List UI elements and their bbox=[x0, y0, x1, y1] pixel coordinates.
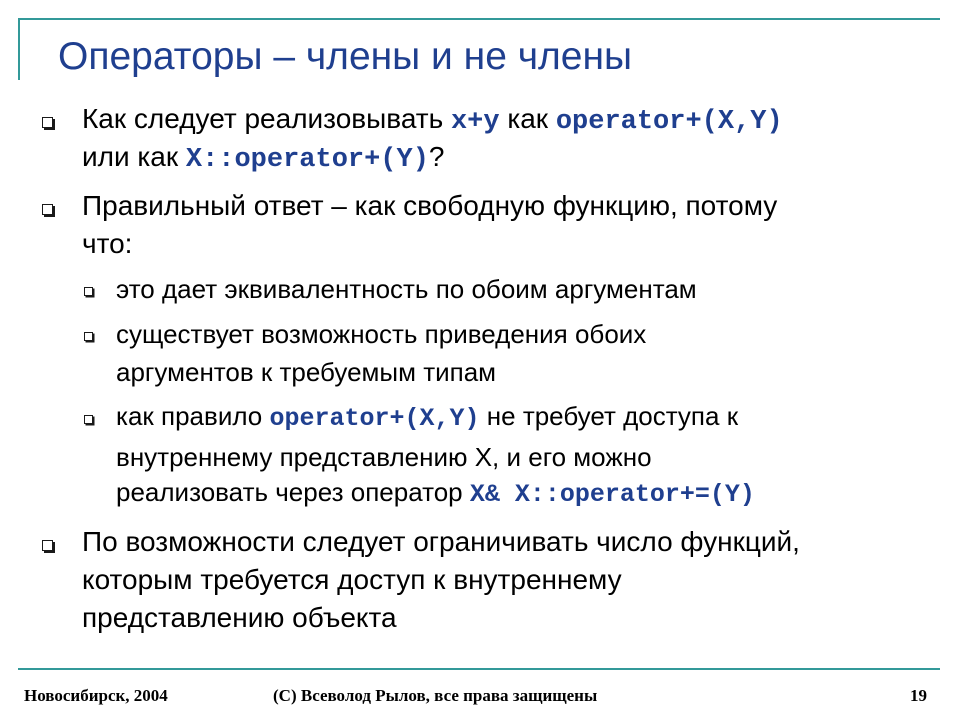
code-operator-plus-assign: X& X::operator+=(Y) bbox=[469, 480, 755, 509]
subbullet-3-line-2: внутреннему представлению X, и его можно bbox=[116, 442, 652, 472]
subbullet-3-line-1 bbox=[116, 401, 738, 434]
bullet-1-text: или как bbox=[82, 141, 186, 172]
bullet-square-icon bbox=[42, 204, 53, 215]
subbullet-3-text: как правило bbox=[116, 401, 270, 431]
bullet-2-line-2: что: bbox=[82, 228, 133, 259]
bullet-1-line-2 bbox=[82, 140, 445, 176]
subbullet-1-line-1: это дает эквивалентность по обоим аргументам bbox=[116, 274, 697, 304]
footer-rule bbox=[18, 668, 940, 670]
subbullet-2-line-1: существует возможность приведения обоих bbox=[116, 319, 647, 349]
code-member-operator-plus: X::operator+(Y) bbox=[185, 145, 429, 175]
bullet-1-text: ? bbox=[428, 141, 445, 172]
bullet-2-line-1: Правильный ответ – как свободную функцию, потому bbox=[82, 190, 778, 221]
slide-title: Операторы – члены и не члены bbox=[58, 35, 633, 78]
bullet-3-line-1: По возможности следует ограничивать число функций, bbox=[82, 526, 800, 557]
subbullet-3-text: не требует доступа к bbox=[479, 401, 739, 431]
code-x-plus-y: x+y bbox=[450, 107, 500, 137]
subbullet-3-text: реализовать через оператор bbox=[116, 477, 470, 507]
code-operator-plus-xy: operator+(X,Y) bbox=[269, 404, 480, 433]
bullet-1-text: как bbox=[499, 103, 556, 134]
page-number: 19 bbox=[910, 686, 927, 705]
subbullet-3-line-3 bbox=[116, 477, 755, 510]
subbullet-square-icon bbox=[84, 332, 93, 341]
subbullet-square-icon bbox=[84, 287, 93, 296]
bullet-3-line-3: представлению объекта bbox=[82, 602, 397, 633]
bullet-square-icon bbox=[42, 117, 53, 128]
bullet-1-text: Как следует реализовывать bbox=[82, 103, 451, 134]
top-rule bbox=[18, 18, 940, 20]
subbullet-square-icon bbox=[84, 415, 93, 424]
footer-location: Новосибирск, 2004 bbox=[24, 686, 168, 705]
subbullet-2-line-2: аргументов к требуемым типам bbox=[116, 357, 497, 387]
left-rule bbox=[18, 18, 20, 80]
bullet-square-icon bbox=[42, 540, 53, 551]
footer-copyright: (C) Всеволод Рылов, все права защищены bbox=[273, 686, 598, 705]
bullet-3-line-2: которым требуется доступ к внутреннему bbox=[82, 564, 622, 595]
bullet-1-line-1 bbox=[82, 102, 783, 138]
code-operator-plus-xy: operator+(X,Y) bbox=[555, 107, 783, 137]
